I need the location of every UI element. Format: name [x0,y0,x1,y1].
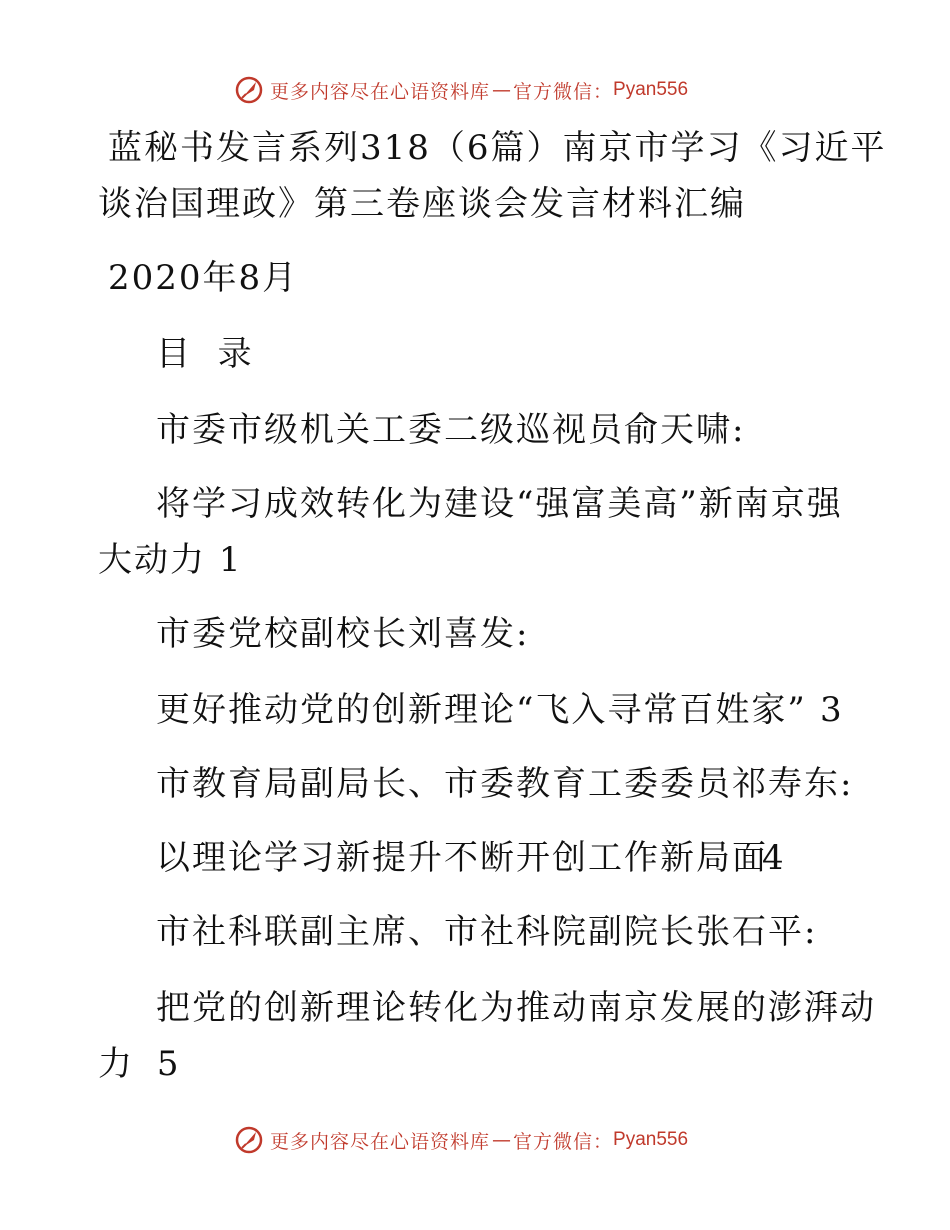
toc-entry-1-page-number: 1 [218,540,241,580]
watermark-wechat-id: Pyan556 [613,79,689,100]
toc-entry-1-title-line-2[interactable] [98,538,240,582]
toc-entry-1-title-end: 大动力 [98,540,206,580]
toc-entry-3-speaker: 市教育局副局长、市委教育工委委员祁寿东: [156,764,854,804]
quill-logo-icon [234,1125,264,1155]
watermark-header [234,72,688,108]
toc-entry-3-title[interactable]: 以理论学习新提升不断开创工作新局面 [156,838,768,878]
toc-entry-1-speaker: 市委市级机关工委二级巡视员俞天啸: [156,410,746,450]
toc-entry-3-page-number: 4 [762,838,786,878]
toc-entry-2-title[interactable]: 更好推动党的创新理论“飞入寻常百姓家” [156,690,807,730]
watermark-separator: — [492,79,512,101]
watermark-wechat-label: 官方微信： [513,1130,614,1153]
toc-entry-4-title-end: 力 [98,1044,134,1084]
toc-entry-2-page-number: 3 [820,690,844,730]
watermark-separator: — [492,1129,512,1151]
toc-entry-4-title-line-2[interactable] [98,1042,178,1086]
watermark-text: 更多内容尽在心语资料库 [270,80,491,103]
toc-heading: 目 录 [156,334,254,374]
toc-entry-4-speaker: 市社科联副主席、市社科院副院长张石平: [156,912,818,952]
document-title-line-2: 谈治国理政》第三卷座谈会发言材料汇编 [98,184,746,224]
toc-entry-4-page-number: 5 [156,1044,179,1084]
toc-entry-1-title-line-1[interactable]: 将学习成效转化为建设“强富美高”新南京强 [156,484,843,524]
document-title-line-1: 蓝秘书发言系列318（6篇）南京市学习《习近平 [108,128,887,168]
quill-logo-icon [234,75,264,105]
watermark-text: 更多内容尽在心语资料库 [270,1130,491,1153]
watermark-footer [234,1122,688,1158]
watermark-wechat-id: Pyan556 [613,1129,689,1150]
toc-entry-4-title-line-1[interactable]: 把党的创新理论转化为推动南京发展的澎湃动 [156,988,876,1028]
watermark-wechat-label: 官方微信： [513,80,614,103]
toc-entry-2-speaker: 市委党校副校长刘喜发: [156,614,530,654]
document-date: 2020年8月 [108,258,299,298]
